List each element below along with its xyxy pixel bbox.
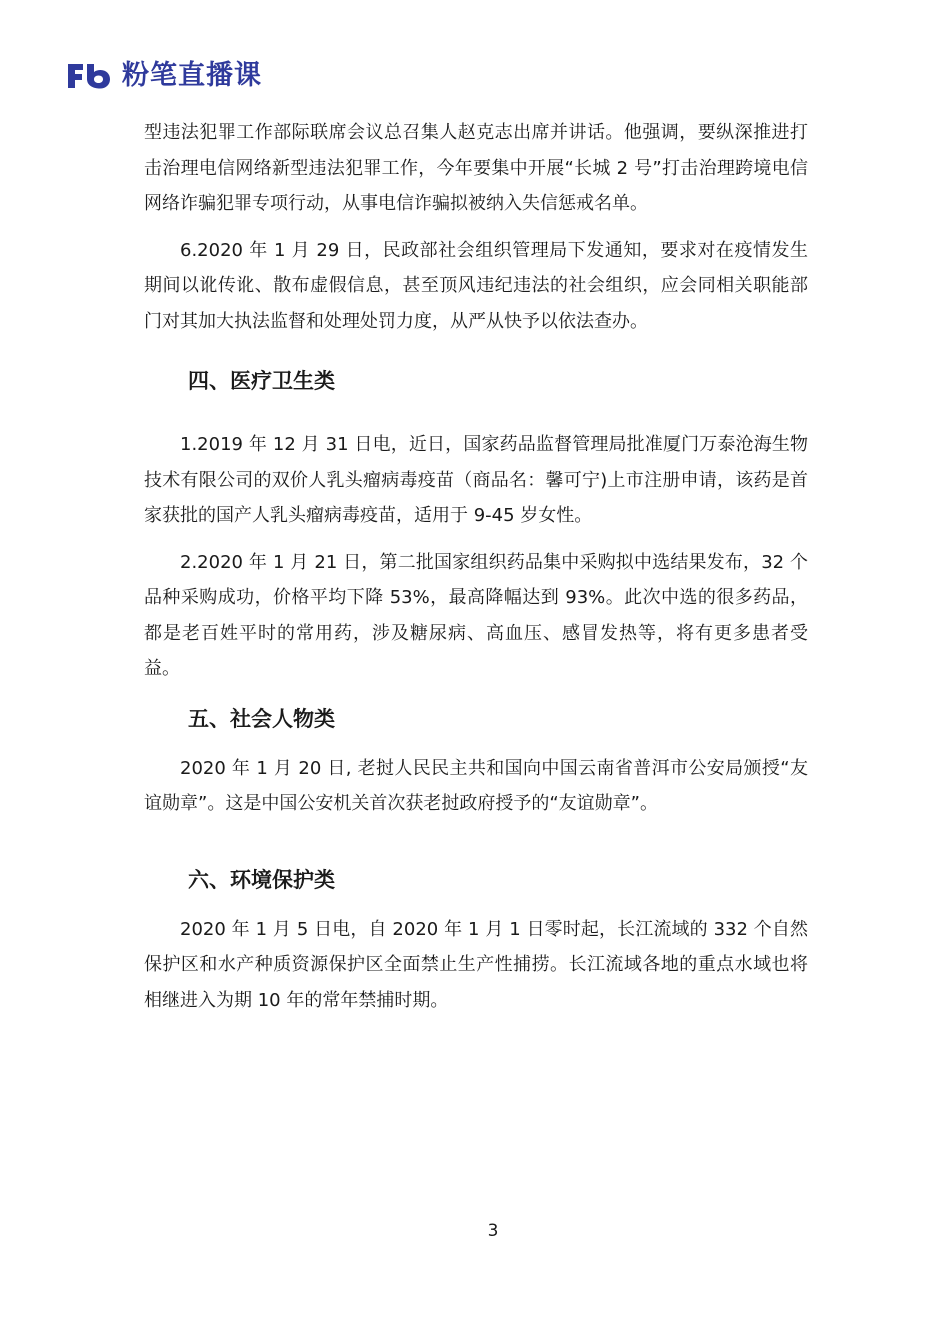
paragraph-continued: 型违法犯罪工作部际联席会议总召集人赵克志出席并讲话。他强调，要纵深推进打击治理电信网络新型违法犯罪工作，今年要集中开展“长城 2 号”打击治理跨境电信网络诈骗犯罪专项行动，从事电信诈骗拟被纳入失信惩戒名单。 <box>144 122 808 214</box>
document-body <box>144 115 808 1018</box>
section-heading-environment: 六、环境保护类 <box>188 867 335 892</box>
section-heading-social-figures: 五、社会人物类 <box>188 706 335 731</box>
section-heading-medical: 四、医疗卫生类 <box>188 369 335 393</box>
brand-name: 粉笔直播课 <box>122 60 262 91</box>
paragraph-item-6: 6.2020 年 1 月 29 日，民政部社会组织管理局下发通知，要求对在疫情发生期间以讹传讹、散布虚假信息，甚至顶风违纪违法的社会组织，应会同相关职能部门对其加大执法监督和处理处罚力度，从严从快予以依法查办。 <box>144 239 808 332</box>
paragraph-environment: 2020 年 1 月 5 日电，自 2020 年 1 月 1 日零时起，长江流域的 332 个自然保护区和水产种质资源保护区全面禁止生产性捕捞。长江流域各地的重点水域也将相继进入为期 10 年的常年禁捕时期。 <box>144 918 808 1011</box>
page-number: 3 <box>487 1221 499 1241</box>
paragraph-social-figures: 2020 年 1 月 20 日, 老挝人民民主共和国向中国云南省普洱市公安局颁授“友谊勋章”。这是中国公安机关首次获老挝政府授予的“友谊勋章”。 <box>144 757 808 814</box>
brand-header <box>66 56 262 96</box>
paragraph-medical-1: 1.2019 年 12 月 31 日电，近日，国家药品监督管理局批准厦门万泰沧海生物技术有限公司的双价人乳头瘤病毒疫苗（商品名：馨可宁)上市注册申请，该药是首家获批的国产人乳头瘤病毒疫苗，适用于 9-45 岁女性。 <box>144 434 808 526</box>
paragraph-medical-2: 2.2020 年 1 月 21 日，第二批国家组织药品集中采购拟中选结果发布，32 个品种采购成功，价格平均下降 53%，最高降幅达到 93%。此次中选的很多药品，都是老百姓平时的常用药，涉及糖尿病、高血压、感冒发热等，将有更多患者受益。 <box>144 551 808 679</box>
fenbi-logo-icon <box>66 61 112 91</box>
